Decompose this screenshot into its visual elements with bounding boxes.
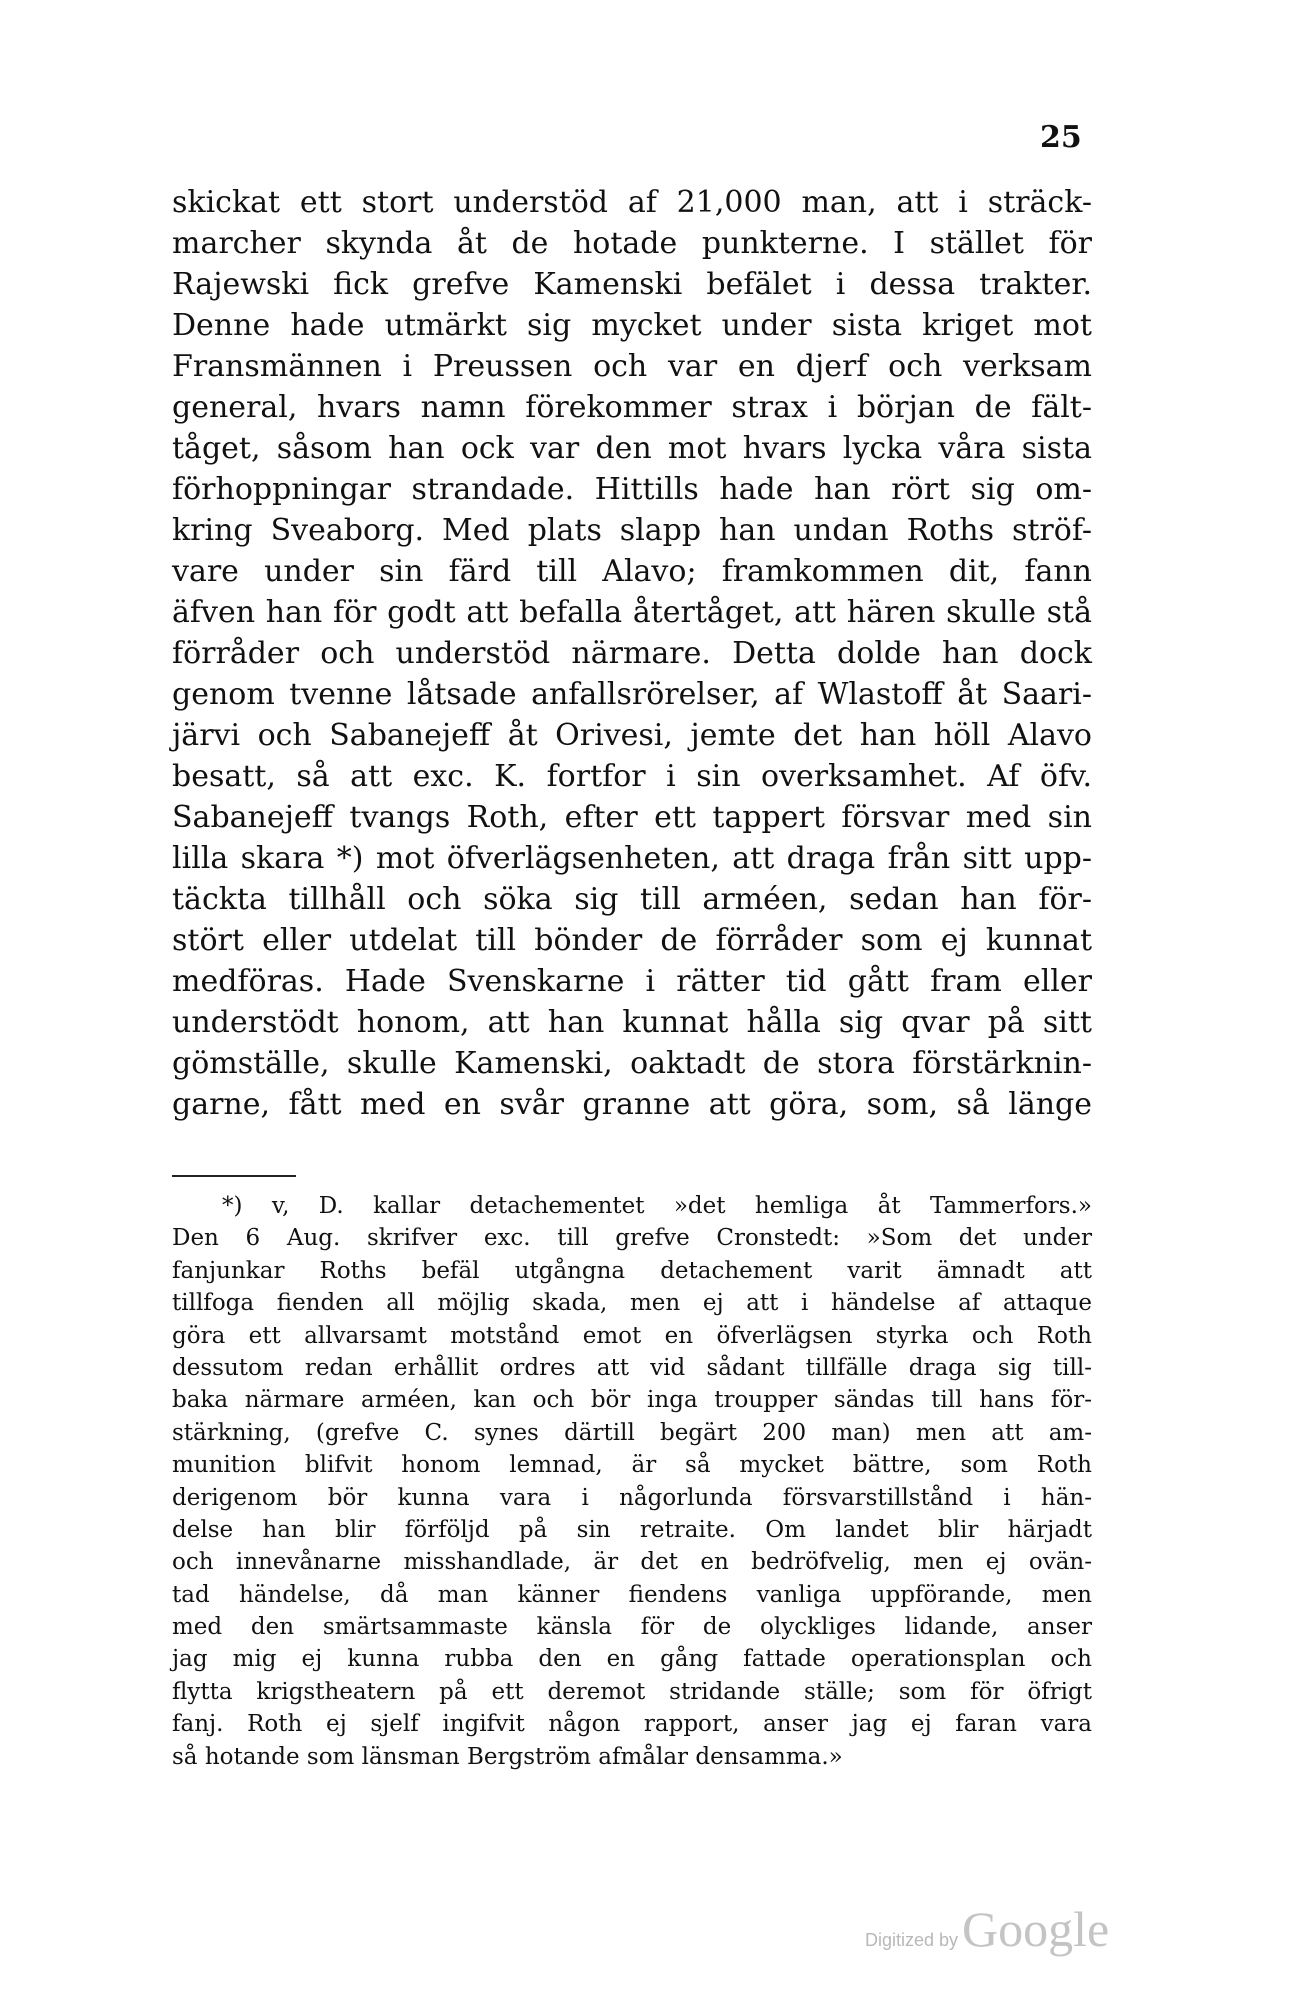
footnote-line: flytta krigstheatern på ett deremot stridande ställe; som för öfrigt — [172, 1678, 1092, 1705]
body-line: Fransmännen i Preussen och var en djerf och verksam — [172, 349, 1092, 384]
footnote-line: jag mig ej kunna rubba den en gång fattade operationsplan och — [172, 1646, 1092, 1673]
footnote-line: göra ett allvarsamt motstånd emot en öfverlägsen styrka och Roth — [172, 1322, 1092, 1349]
body-line: marcher skynda åt de hotade punkterne. I stället för — [172, 226, 1092, 261]
body-line: förhoppningar strandade. Hittills hade han rört sig om- — [172, 472, 1092, 507]
digitized-by-watermark — [865, 1900, 1109, 1958]
body-line: general, hvars namn förekommer strax i början de fält- — [172, 390, 1092, 425]
body-line: tåget, såsom han ock var den mot hvars lycka våra sista — [172, 431, 1092, 466]
body-line: järvi och Sabanejeff åt Orivesi, jemte det han höll Alavo — [172, 718, 1092, 753]
body-line: skickat ett stort understöd af 21,000 man, att i sträck- — [172, 185, 1092, 220]
body-line: kring Sveaborg. Med plats slapp han undan Roths ströf- — [172, 513, 1092, 548]
footnote-line: derigenom bör kunna vara i någorlunda försvarstillstånd i hän- — [172, 1484, 1092, 1511]
body-line: stört eller utdelat till bönder de förråder som ej kunnat — [172, 923, 1092, 958]
footnote-line: delse han blir förföljd på sin retraite. Om landet blir härjadt — [172, 1516, 1092, 1543]
body-line: Rajewski fick grefve Kamenski befälet i dessa trakter. — [172, 267, 1092, 302]
footnote-line: baka närmare arméen, kan och bör inga troupper sändas till hans för- — [172, 1387, 1092, 1414]
footnote — [172, 1190, 1092, 1773]
footnote-line: *) v, D. kallar detachementet »det hemliga åt Tammerfors.» — [222, 1193, 1092, 1219]
body-line: garne, fått med en svår granne att göra, som, så länge — [172, 1087, 1092, 1122]
footnote-line: Den 6 Aug. skrifver exc. till grefve Cronstedt: »Som det under — [172, 1225, 1092, 1252]
footnote-line: dessutom redan erhållit ordres att vid sådant tillfälle draga sig till- — [172, 1354, 1092, 1381]
body-line: besatt, så att exc. K. fortfor i sin overksamhet. Af öfv. — [172, 759, 1092, 794]
body-line: täckta tillhåll och söka sig till arméen, sedan han för- — [172, 882, 1092, 917]
body-line: Sabanejeff tvangs Roth, efter ett tappert försvar med sin — [172, 800, 1092, 835]
body-line: lilla skara *) mot öfverlägsenheten, att draga från sitt upp- — [172, 841, 1092, 876]
body-line: gömställe, skulle Kamenski, oaktadt de stora förstärknin- — [172, 1046, 1092, 1081]
body-line: medföras. Hade Svenskarne i rätter tid gått fram eller — [172, 964, 1092, 999]
footnote-line: med den smärtsammaste känsla för de olyckliges lidande, anser — [172, 1614, 1092, 1641]
body-line: Denne hade utmärkt sig mycket under sista kriget mot — [172, 308, 1092, 343]
body-text — [172, 182, 1092, 1125]
google-logo: Google — [962, 1901, 1110, 1957]
footnote-line: tillfoga fienden all möjlig skada, men ej att i händelse af attaque — [172, 1290, 1092, 1317]
footnote-line: fanj. Roth ej sjelf ingifvit någon rapport, anser jag ej faran vara — [172, 1711, 1092, 1738]
footnote-line: så hotande som länsman Bergström afmålar densamma.» — [172, 1743, 843, 1770]
footnote-line: tad händelse, då man känner fiendens vanliga uppförande, men — [172, 1581, 1092, 1608]
footnote-line: fanjunkar Roths befäl utgångna detachement varit ämnadt att — [172, 1257, 1092, 1284]
body-line: äfven han för godt att befalla återtåget, att hären skulle stå — [172, 595, 1092, 630]
footnote-line: stärkning, (grefve C. synes därtill begärt 200 man) men att am- — [172, 1419, 1092, 1446]
body-line: genom tvenne låtsade anfallsrörelser, af Wlastoff åt Saari- — [172, 677, 1092, 712]
watermark-prefix: Digitized by — [865, 1930, 959, 1950]
footnote-line: munition blifvit honom lemnad, är så mycket bättre, som Roth — [172, 1452, 1092, 1479]
footnote-line: och innevånarne misshandlade, är det en bedröfvelig, men ej ovän- — [172, 1549, 1092, 1576]
body-line: vare under sin färd till Alavo; framkommen dit, fann — [172, 554, 1092, 589]
body-line: förråder och understöd närmare. Detta dolde han dock — [172, 636, 1092, 671]
body-line: understödt honom, att han kunnat hålla sig qvar på sitt — [172, 1005, 1092, 1040]
footnote-separator — [172, 1175, 296, 1177]
page-number: 25 — [1040, 120, 1082, 155]
